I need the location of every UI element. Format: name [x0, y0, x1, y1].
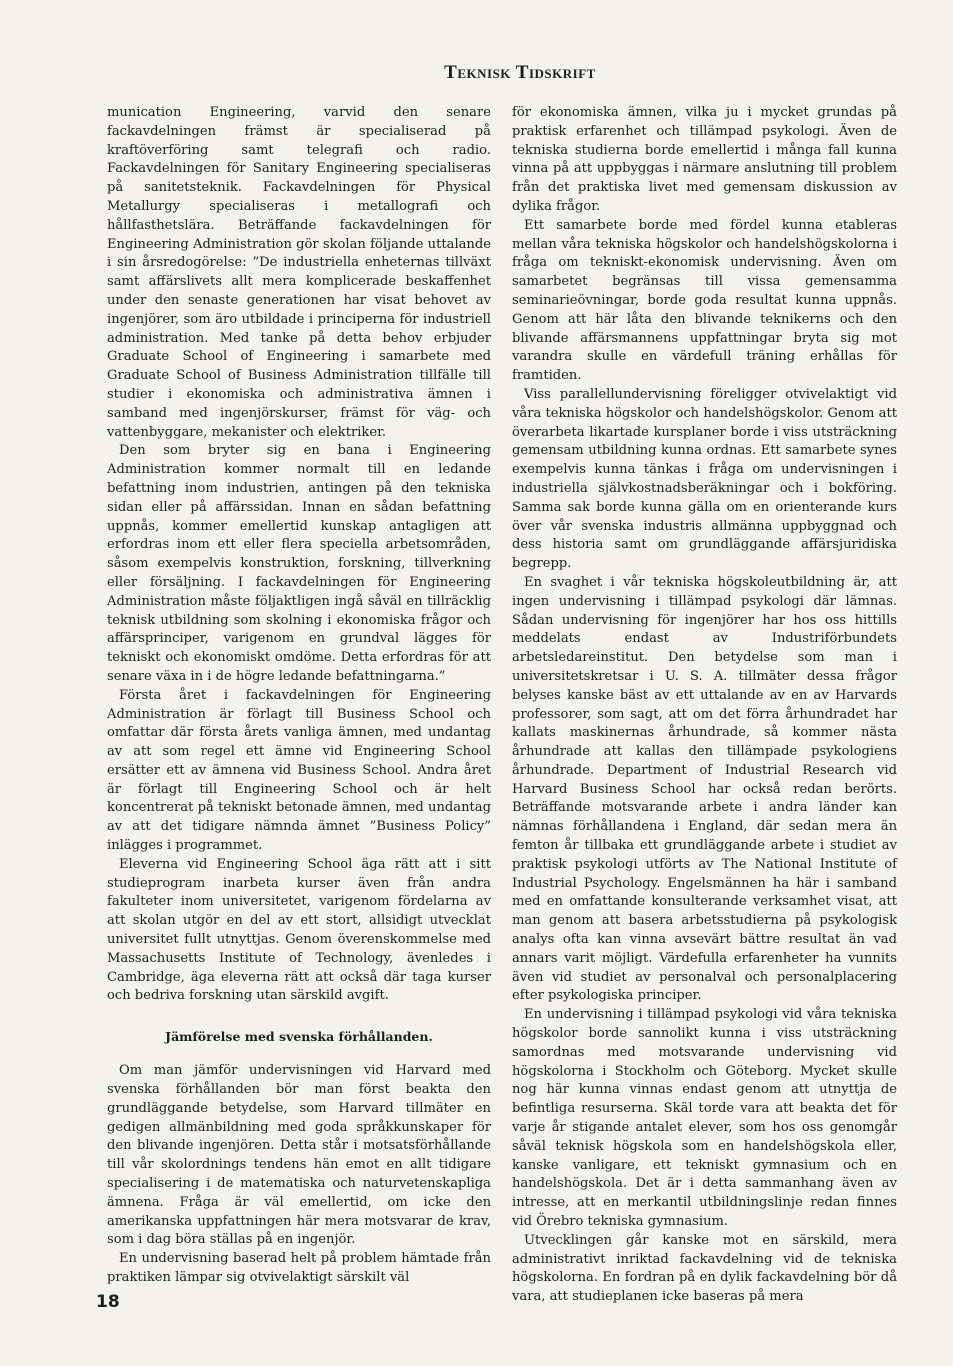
paragraph: Om man jämför undervisningen vid Harvard med svenska förhållanden bör man först beakta den grundläggande betydelse, som Harvard tillmäter en gedigen allmänbildning med goda språkkunskaper för den blivande ingenjören. Detta står i motsatsförhållande till vår skolordnings tendens hän emot en allt tidigare specialisering i de matematiska och naturvetenskapliga ämnena. Fråga är väl emellertid, om icke den amerikanska uppfattningen här mera motsvarar de krav, som i dag böra ställas på en ingenjör. — [107, 1063, 491, 1248]
paragraph: En svaghet i vår tekniska högskoleutbildning är, att ingen undervisning i tillämpad psykologi där lämnas. Sådan undervisning för ingenjörer har hos oss hittills meddelats endast av Industriförbundets arbetsledareinstitut. Den betydelse som man i universitetskretsar i U. S. A. tillmäter dessa frågor belyses kanske bäst av ett uttalande av en av Harvards professorer, som sagt, att om det förra århundradet har kallats maskinernas århundrade, så kommer nästa århundrade att kallas den tillämpade psykologiens århundrade. Department of Industrial Research vid Harvard Business School har också redan berörts. Beträffande motsvarande arbete i andra länder kan nämnas förhållandena i England, där sedan mera än femton år tillbaka ett grundläggande arbete i studiet av praktisk psykologi utförts av The National Institute of Industrial Psychology. Engelsmännen ha här i samband med en omfattande konsulterande verksamhet visat, att man genom att basera arbetsstudierna på psykologisk analys ofta kan vinna avsevärt bättre resultat än vad annars varit möjligt. Värdefulla erfarenheter ha vunnits även vid studiet av personalval och personalplacering efter psykologiska principer. — [512, 574, 897, 1004]
paragraph: för ekonomiska ämnen, vilka ju i mycket grundas på praktisk erfarenhet och tillämpad psykologi. Även de tekniska studierna borde emellertid i många fall kunna vinna på att uppbyggas i närmare anslutning till problem från det praktiska livet med gemensam diskussion av dylika frågor. — [512, 105, 897, 214]
paragraph: Eleverna vid Engineering School äga rätt att i sitt studieprogram inarbeta kurser även från andra fakulteter inom universitetet, varigenom fördelarna av att skolan utgör en del av ett stort, allsidigt utvecklat universitet fullt utnyttjas. Genom överenskommelse med Massachusetts Institute of Technology, ävenledes i Cambridge, äga eleverna rätt att också där taga kurser och bedriva forskning utan särskild avgift. — [107, 856, 491, 1004]
paragraph: En undervisning baserad helt på problem hämtade från praktiken lämpar sig otvivelaktigt särskilt väl — [107, 1251, 491, 1286]
paragraph: Viss parallellundervisning föreligger otvivelaktigt vid våra tekniska högskolor och handelshögskolor. Genom att överarbeta likartade kursplaner borde i viss utsträckning gemensam utbildning kunna ordnas. Ett samarbete synes exempelvis kunna tänkas i fråga om undervisningen i industriella självkostnadsberäkningar och i bokföring. Samma sak borde kunna gälla om en orienterande kurs över vår svenska industris allmänna uppbyggnad och dess historia samt om grundläggande affärsjuridiska begrepp. — [512, 386, 897, 572]
paragraph: Första året i fackavdelningen för Engineering Administration är förlagt till Business School och omfattar där första årets vanliga ämnen, med undantag av att som regel ett ämne vid Engineering School ersätter ett av ämnena vid Business School. Andra året är förlagt till Engineering School och är helt koncentrerat på tekniskt betonade ämnen, med undantag av att det tidigare nämnda ämnet ”Business Policy” inlägges i programmet. — [107, 687, 491, 854]
paragraph: Den som bryter sig en bana i Engineering Administration kommer normalt till en ledande befattning inom industrien, antingen på den tekniska sidan eller på affärssidan. Innan en sådan befattning uppnås, kommer emellertid kunskap antagligen att erfordras inom ett eller flera speciella arbetsområden, såsom exempelvis konstruktion, forskning, tillverkning eller försäljning. I fackavdelningen för Engineering Administration måste följaktligen ingå såväl en tillräcklig teknisk utbildning som skolning i ekonomiska frågor och affärsprinciper, varigenom en grundval lägges för tekniskt och ekonomiskt omdöme. Detta erfordras för att senare växa in i de högre ledande befattningarna.” — [107, 443, 491, 684]
paragraph: Ett samarbete borde med fördel kunna etableras mellan våra tekniska högskolor och handelshögskolorna i fråga om tekniskt-ekonomisk undervisning. Även om samarbetet begränsas till vissa gemensamma seminarieövningar, borde goda resultat kunna uppnås. Genom att här låta den blivande teknikerns och den blivande affärsmannens uppfattningar bryta sig mot varandra skulle en värdefull träning erhållas för framtiden. — [512, 217, 897, 384]
paragraph: En undervisning i tillämpad psykologi vid våra tekniska högskolor borde sannolikt kunna i viss utsträckning samordnas med motsvarande undervisning vid högskolorna i Stockholm och Göteborg. Mycket skulle nog här kunna vinnas endast genom att utnyttja de befintliga resurserna. Skäl torde vara att beakta det för varje år stigande antalet elever, som hos oss genomgår såväl teknisk högskola som en handelshögskola eller, kanske vanligare, ett tekniskt gymnasium och en handelshögskola. Det är i detta sammanhang även av intresse, att en merkantil utbildningslinje redan finnes vid Örebro tekniska gymnasium. — [512, 1007, 897, 1230]
left-column — [107, 104, 491, 1288]
paragraph: munication Engineering, varvid den senare fackavdelningen främst är specialiserad på kraftöverföring samt telegrafi och radio. Fackavdelningen för Sanitary Engineering specialiseras på sanitetsteknik. Fackavdelningen för Physical Metallurgy specialiseras i metallografi och hållfasthetslära. Beträffande fackavdelningen för Engineering Administration gör skolan följande uttalande i sin årsredogörelse: ”De industriella enheternas tillväxt samt affärslivets allt mera komplicerade beskaffenhet under den senaste generationen har visat behovet av ingenjörer, som äro utbildade i principerna för industriell administration. Med tanke på detta behov erbjuder Graduate School of Engineering i samarbete med Graduate School of Business Administration tillfälle till studier i ekonomiska och administrativa ämnen i samband med ingenjörskurser, främst för väg- och vattenbyggare, mekanister och elektriker. — [107, 105, 491, 440]
page-number: 18 — [96, 1292, 120, 1312]
journal-title: Teknisk Tidskrift — [444, 62, 596, 83]
section-heading: Jämförelse med svenska förhållanden. — [165, 1029, 433, 1045]
paragraph: Utvecklingen går kanske mot en särskild, mera administrativt inriktad fackavdelning vid de tekniska högskolorna. En fordran på en dylik fackavdelning bör då vara, att studieplanen icke baseras på mera — [512, 1232, 897, 1305]
right-column — [512, 104, 897, 1307]
